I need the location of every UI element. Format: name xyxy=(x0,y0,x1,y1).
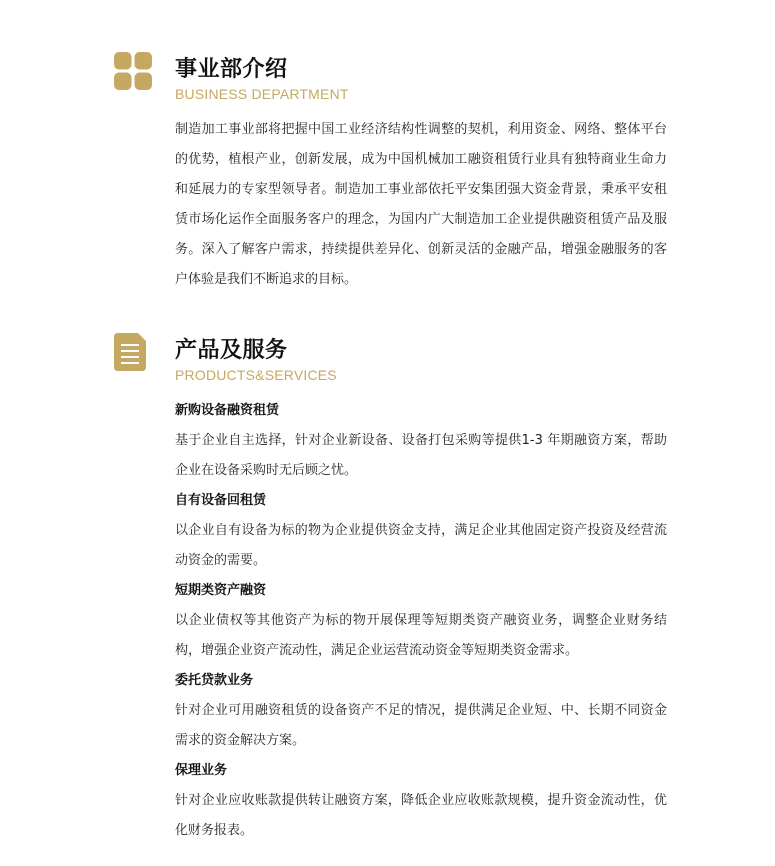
products-subtitle: PRODUCTS&SERVICES xyxy=(175,367,337,383)
service-description: 以企业自有设备为标的物为企业提供资金支持，满足企业其他固定资产投资及经营流动资金的需要。 xyxy=(175,523,667,568)
service-description: 以企业债权等其他资产为标的物开展保理等短期类资产融资业务，调整企业财务结构，增强企业资产流动性，满足企业运营流动资金等短期类资金需求。 xyxy=(175,613,667,658)
list-item xyxy=(175,396,667,486)
service-name: 保理业务 xyxy=(175,763,228,778)
list-item xyxy=(175,666,667,756)
service-list xyxy=(175,396,667,846)
service-name: 新购设备融资租赁 xyxy=(175,403,280,418)
list-item xyxy=(175,576,667,666)
service-name: 委托贷款业务 xyxy=(175,673,254,688)
list-item xyxy=(175,756,667,846)
service-description: 基于企业自主选择，针对企业新设备、设备打包采购等提供1-3 年期融资方案，帮助企业在设备采购时无后顾之忧。 xyxy=(175,433,667,478)
list-item xyxy=(175,486,667,576)
document-icon xyxy=(114,333,152,371)
department-title: 事业部介绍 xyxy=(175,57,288,82)
grid-icon xyxy=(114,52,152,90)
products-title: 产品及服务 xyxy=(175,338,288,363)
service-description: 针对企业应收账款提供转让融资方案，降低企业应收账款规模，提升资金流动性，优化财务报表。 xyxy=(175,793,667,838)
service-name: 自有设备回租赁 xyxy=(175,493,267,508)
department-description: 制造加工事业部将把握中国工业经济结构性调整的契机，利用资金、网络、整体平台的优势，植根产业，创新发展，成为中国机械加工融资租赁行业具有独特商业生命力和延展力的专家型领导者。制造加工事业部依托平安集团强大资金背景，秉承平安租赁市场化运作全面服务客户的理念，为国内广大制造加工企业提供融资租赁产品及服务。深入了解客户需求，持续提供差异化、创新灵活的金融产品，增强金融服务的客户体验是我们不断追求的目标。 xyxy=(175,122,667,287)
department-subtitle: BUSINESS DEPARTMENT xyxy=(175,86,349,102)
service-description: 针对企业可用融资租赁的设备资产不足的情况，提供满足企业短、中、长期不同资金需求的资金解决方案。 xyxy=(175,703,667,748)
service-name: 短期类资产融资 xyxy=(175,583,267,598)
